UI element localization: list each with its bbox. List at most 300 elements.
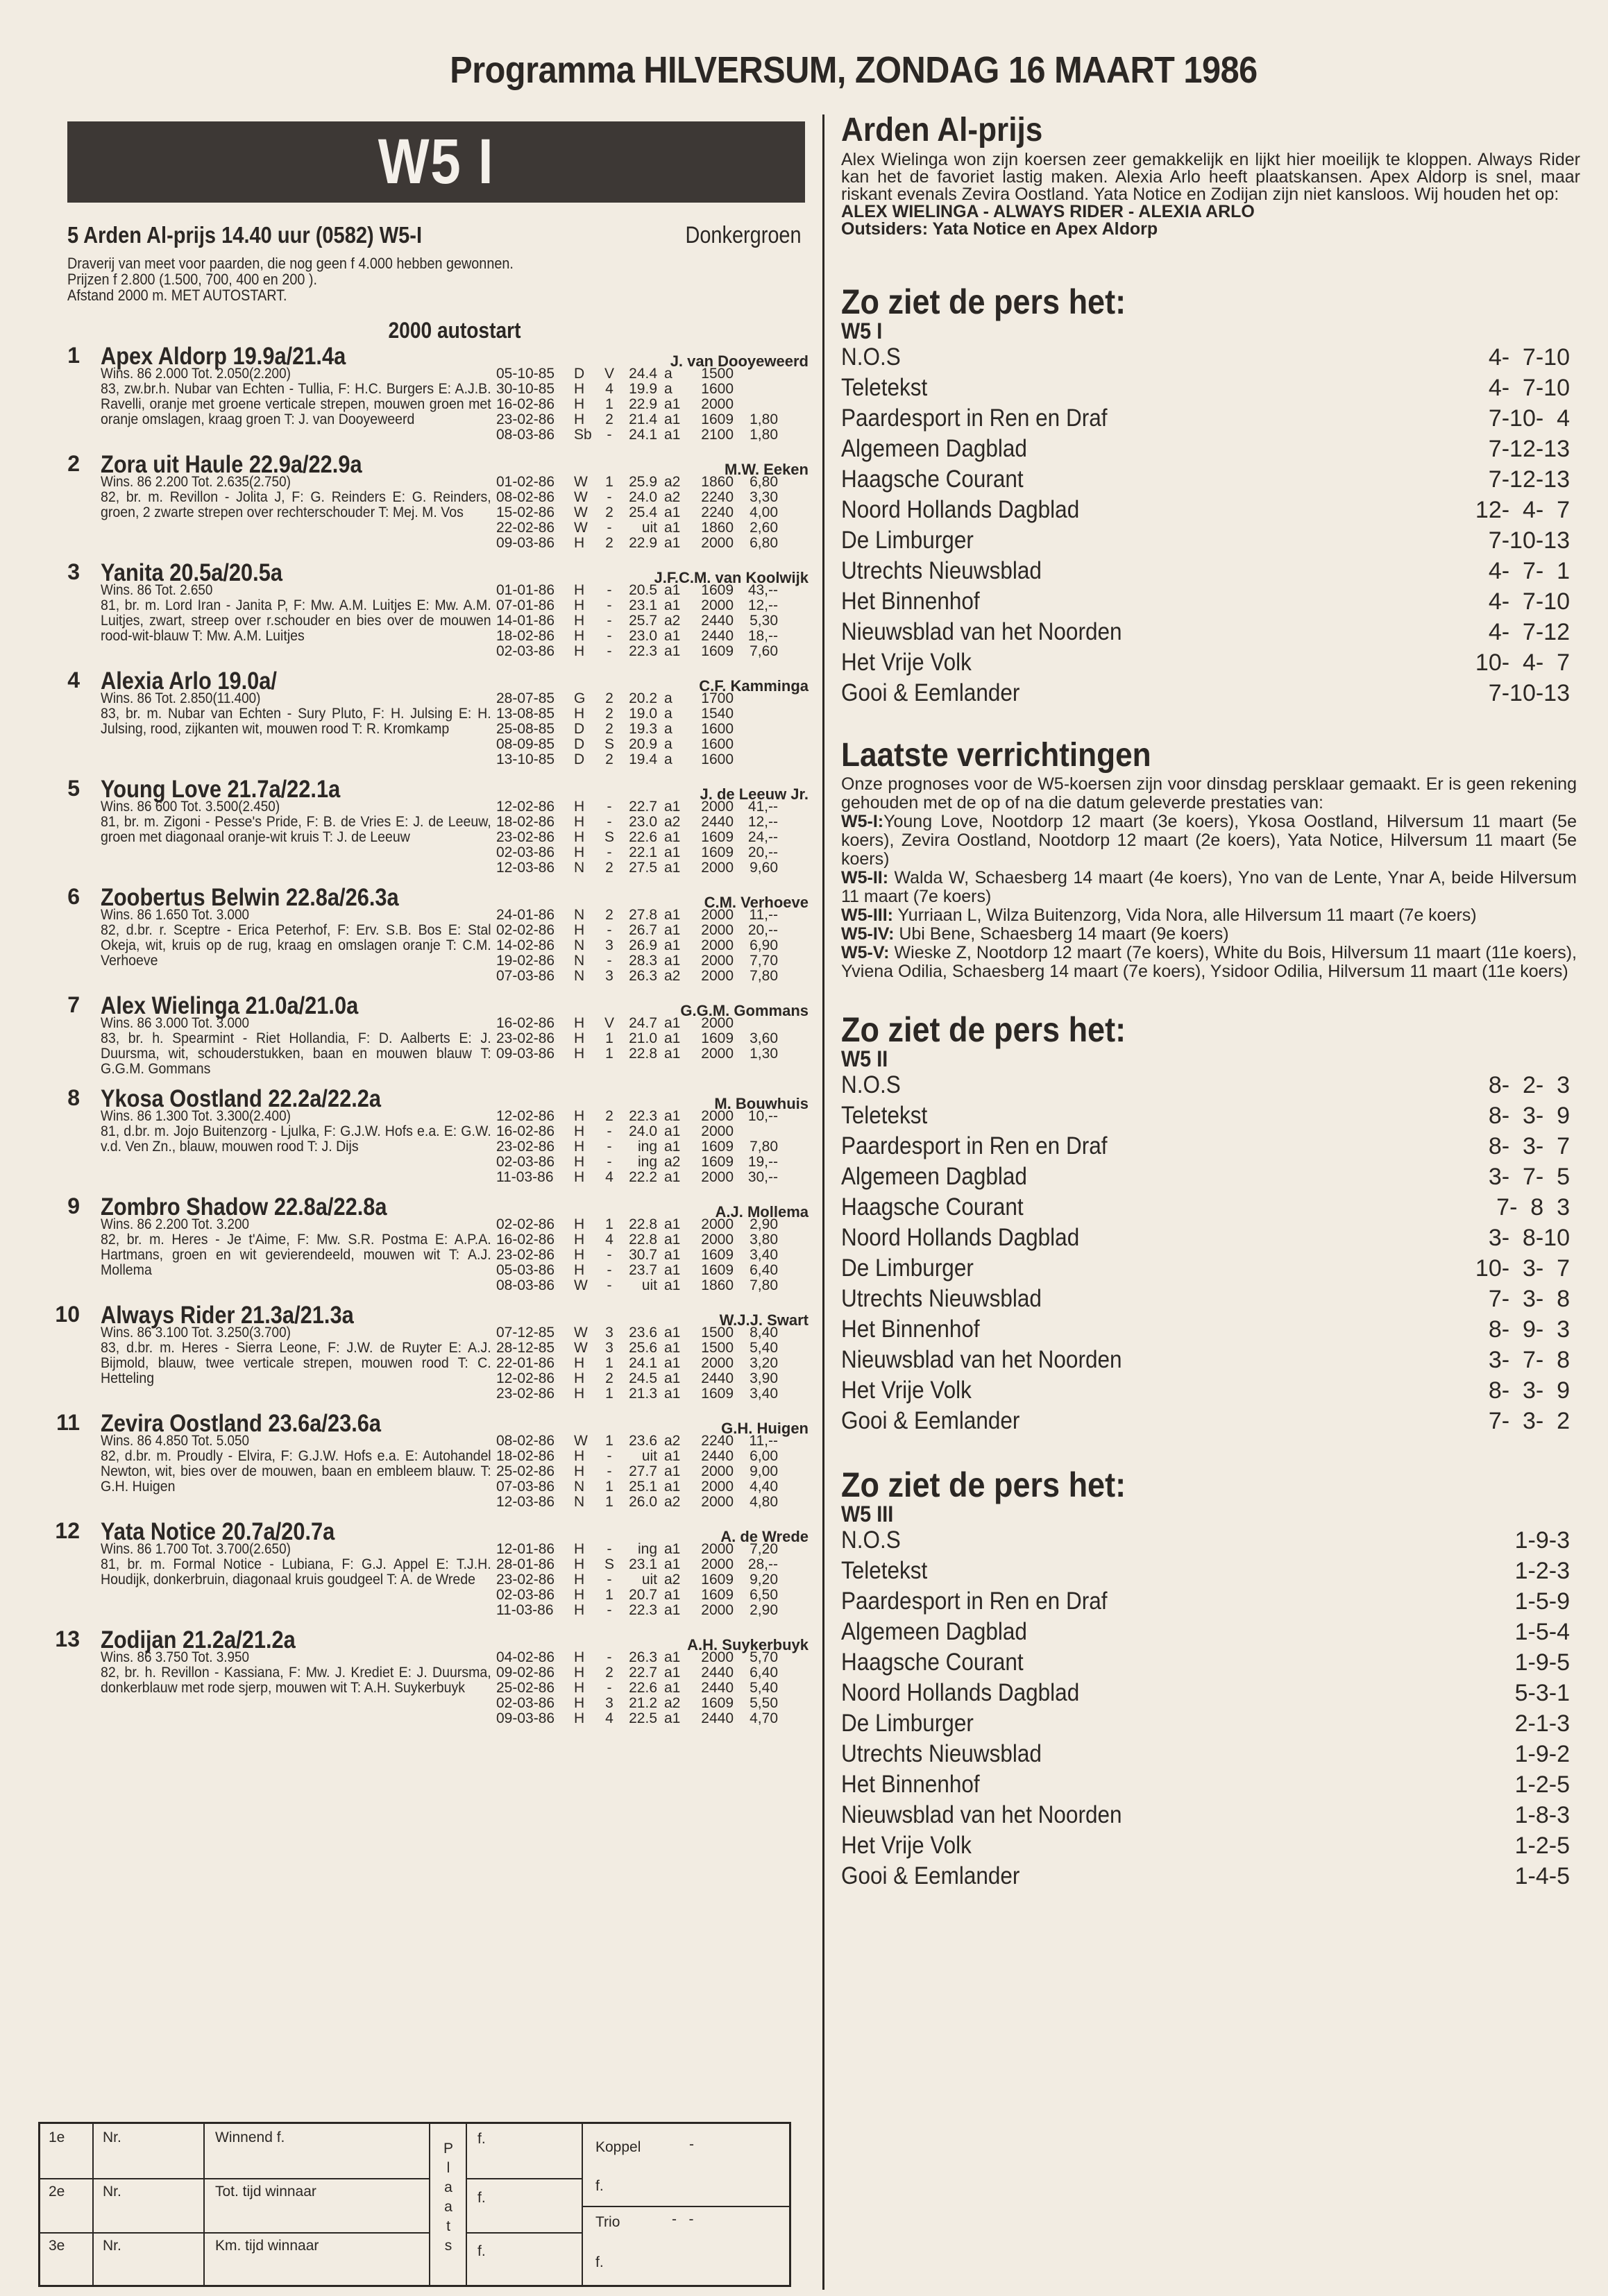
press-row (841, 464, 1570, 495)
start-label: 2000 autostart (388, 318, 521, 343)
perf-start: a1 (664, 1665, 681, 1681)
perf-date: 22-02-86 (496, 520, 555, 536)
perf-odds: 4,80 (750, 1494, 778, 1510)
perf-odds (734, 752, 778, 767)
perf-track: N (574, 1479, 585, 1495)
horse-header (42, 667, 812, 695)
perf-start: a1 (664, 1463, 681, 1479)
perf-place: S (604, 829, 614, 845)
performance-table (496, 1325, 778, 1402)
perf-odds: 5,70 (750, 1649, 778, 1665)
perf-track: H (574, 396, 585, 412)
perf-track: W (574, 474, 588, 490)
horse-info (101, 1434, 496, 1510)
perf-start: a1 (664, 1030, 681, 1046)
perf-track: H (574, 1587, 585, 1603)
banner-label: W5 I (378, 126, 495, 197)
perf-odds (734, 382, 778, 397)
koppel-label: Koppel (595, 2139, 641, 2155)
press-row (841, 1192, 1570, 1223)
perf-place: - (607, 1123, 612, 1139)
perf-time: 24.4 (629, 366, 657, 382)
horse-description: 81, d.br. m. Jojo Buitenzorg - Ljulka, F: G.J.W. Hofs e.a. E: G.W. v.d. Ven Zn., blauw, mouwen rood T: J. Dijs (101, 1123, 491, 1155)
perf-time: 23.1 (629, 1556, 657, 1572)
newspaper-pick: 7-10- 4 (1488, 405, 1570, 432)
performance-table (496, 691, 778, 767)
perf-date: 09-03-86 (496, 535, 555, 551)
performance-row (496, 1603, 778, 1618)
perf-start: a1 (664, 411, 681, 427)
perf-distance: 2000 (701, 1046, 734, 1062)
horse-wins: Wins. 86 Tot. 2.650 (101, 582, 213, 598)
perf-time: 19.3 (629, 721, 657, 737)
newspaper-name: Teletekst (841, 1102, 928, 1129)
newspaper-pick: 4- 7- 1 (1488, 558, 1570, 584)
perf-time: uit (641, 520, 657, 536)
perf-time: 26.3 (629, 968, 657, 984)
perf-distance: 2440 (701, 613, 734, 629)
race-banner (67, 121, 805, 203)
perf-odds (734, 1124, 778, 1139)
perf-place: - (607, 520, 612, 536)
press-row (841, 1647, 1570, 1678)
press-row (841, 434, 1570, 464)
horse-driver: G.H. Huigen (721, 1420, 809, 1437)
horse-number: 3 (67, 559, 80, 584)
perf-start: a1 (664, 907, 681, 923)
perf-odds: 11,-- (749, 1433, 778, 1449)
horse-entry (42, 1626, 812, 1726)
latest-item-label: W5-III: (841, 905, 893, 925)
horse-entry (42, 667, 812, 767)
newspaper-pick: 8- 9- 3 (1488, 1316, 1570, 1343)
perf-start: a1 (664, 1046, 681, 1062)
horse-wins: Wins. 86 3.000 Tot. 3.000 (101, 1015, 250, 1031)
press-row (841, 403, 1570, 434)
place-3-nr[interactable]: Nr. (103, 2238, 121, 2254)
horse-driver: A. de Wrede (720, 1528, 809, 1545)
perf-track: N (574, 937, 585, 953)
latest-body (841, 775, 1577, 981)
newspaper-pick: 7-10-13 (1488, 527, 1570, 554)
horse-info (101, 691, 496, 767)
horse-entry (42, 1410, 812, 1510)
perf-time: 25.6 (629, 1340, 657, 1356)
press-title: Zo ziet de pers het: (841, 282, 1126, 321)
perf-place: S (604, 736, 614, 752)
newspaper-name: De Limburger (841, 527, 974, 554)
perf-date: 23-02-86 (496, 829, 555, 845)
performance-row (496, 382, 778, 397)
newspaper-name: Algemeen Dagblad (841, 435, 1027, 462)
perf-time: 22.7 (629, 1665, 657, 1681)
horse-wins: Wins. 86 600 Tot. 3.500(2.450) (101, 799, 280, 815)
press-section-w5-1 (841, 284, 1591, 708)
perf-distance: 2440 (701, 814, 734, 830)
horse-number: 11 (56, 1410, 80, 1435)
perf-track: H (574, 1386, 585, 1402)
plaats-2-value[interactable]: f. (477, 2190, 486, 2206)
perf-track: N (574, 953, 585, 969)
horse-driver: J. van Dooyeweerd (670, 352, 809, 370)
newspaper-pick: 8- 3- 9 (1488, 1103, 1570, 1129)
perf-odds (734, 706, 778, 722)
perf-date: 25-02-86 (496, 1680, 555, 1696)
perf-start: a2 (664, 1695, 681, 1711)
perf-place: - (607, 582, 612, 598)
koppel-value[interactable]: f. (595, 2178, 604, 2194)
perf-start: a2 (664, 613, 681, 629)
perf-start: a2 (664, 1572, 681, 1588)
perf-date: 23-02-86 (496, 1030, 555, 1046)
horse-header (42, 1518, 812, 1545)
perf-track: H (574, 1602, 585, 1618)
horse-header (42, 451, 812, 478)
tot-tijd-field[interactable]: Tot. tijd winnaar (215, 2184, 316, 2200)
perf-date: 13-08-85 (496, 706, 555, 722)
perf-place: 3 (605, 1695, 613, 1711)
press-row (841, 1223, 1570, 1253)
performance-row (496, 1263, 778, 1278)
perf-date: 04-02-86 (496, 1649, 555, 1665)
perf-place: - (607, 489, 612, 505)
horse-number: 5 (67, 776, 80, 801)
perf-time: uit (641, 1572, 657, 1588)
perf-date: 02-03-86 (496, 844, 555, 860)
analysis-pick: ALEX WIELINGA - ALWAYS RIDER - ALEXIA ARLO (841, 202, 1255, 221)
performance-table (496, 1016, 778, 1077)
newspaper-name: N.O.S (841, 1527, 901, 1554)
latest-item (841, 906, 1577, 925)
perf-place: - (607, 799, 612, 815)
perf-distance: 1860 (701, 520, 734, 536)
perf-track: H (574, 1463, 585, 1479)
performance-row (496, 1386, 778, 1402)
perf-odds: 9,20 (750, 1572, 778, 1588)
newspaper-name: Het Vrije Volk (841, 1377, 972, 1404)
press-row (841, 1525, 1570, 1556)
newspaper-name: Paardesport in Ren en Draf (841, 1132, 1108, 1159)
horse-info (101, 1217, 496, 1293)
perf-time: 22.7 (629, 799, 657, 815)
horse-header (42, 559, 812, 586)
perf-odds: 5,40 (750, 1680, 778, 1696)
perf-track: H (574, 1665, 585, 1681)
perf-distance: 2000 (701, 968, 734, 984)
perf-track: H (574, 1695, 585, 1711)
perf-track: H (574, 922, 585, 938)
perf-distance: 1609 (701, 1262, 734, 1278)
newspaper-name: Het Binnenhof (841, 1771, 980, 1798)
perf-track: W (574, 489, 588, 505)
performance-row (496, 1031, 778, 1046)
horse-header (42, 1410, 812, 1437)
press-section-w5-2 (841, 1012, 1591, 1436)
perf-time: 20.5 (629, 582, 657, 598)
perf-track: H (574, 1123, 585, 1139)
perf-distance: 1609 (701, 1139, 734, 1155)
perf-start: a (664, 366, 672, 382)
perf-odds: 6,40 (750, 1665, 778, 1681)
newspaper-name: Het Binnenhof (841, 1316, 980, 1343)
newspaper-pick: 12- 4- 7 (1475, 497, 1570, 523)
performance-row (496, 845, 778, 860)
newspaper-name: Nieuwsblad van het Noorden (841, 1346, 1122, 1373)
perf-distance: 2000 (701, 1169, 734, 1185)
newspaper-pick: 7- 8 3 (1496, 1194, 1570, 1221)
performance-table (496, 366, 778, 443)
horse-name: Always Rider 21.3a/21.3a (101, 1302, 354, 1329)
km-tijd-field[interactable]: Km. tijd winnaar (215, 2238, 319, 2254)
perf-distance: 2000 (701, 1216, 734, 1232)
perf-odds: 2,90 (750, 1216, 778, 1232)
perf-distance: 1609 (701, 1695, 734, 1711)
newspaper-pick: 3- 8-10 (1488, 1225, 1570, 1251)
horse-header (42, 1193, 812, 1221)
perf-date: 25-08-85 (496, 721, 555, 737)
newspaper-pick: 7- 3- 8 (1488, 1286, 1570, 1312)
perf-time: 25.4 (629, 504, 657, 520)
press-row (841, 1830, 1570, 1861)
performance-row (496, 722, 778, 737)
press-row (841, 1375, 1570, 1406)
perf-distance: 2000 (701, 1355, 734, 1371)
performance-row (496, 1341, 778, 1356)
horse-header (42, 884, 812, 911)
perf-place: - (607, 1541, 612, 1557)
perf-start: a1 (664, 1108, 681, 1124)
horse-header (42, 1626, 812, 1653)
perf-odds: 18,-- (747, 628, 778, 644)
perf-time: 22.1 (629, 844, 657, 860)
press-row (841, 1253, 1570, 1284)
newspaper-name: Haagsche Courant (841, 1193, 1024, 1221)
perf-place: - (607, 1247, 612, 1263)
horse-header (42, 343, 812, 370)
perf-date: 08-09-85 (496, 736, 555, 752)
perf-place: 4 (605, 381, 613, 397)
plaats-1-value[interactable]: f. (477, 2131, 486, 2147)
perf-odds: 4,70 (750, 1710, 778, 1726)
perf-distance: 2000 (701, 1108, 734, 1124)
perf-distance: 1609 (701, 1247, 734, 1263)
perf-place: - (607, 1649, 612, 1665)
perf-track: W (574, 1277, 588, 1293)
perf-place: 1 (605, 1355, 613, 1371)
perf-start: a1 (664, 1448, 681, 1464)
perf-distance: 1609 (701, 643, 734, 659)
performance-row (496, 1139, 778, 1155)
perf-start: a1 (664, 1386, 681, 1402)
perf-track: H (574, 597, 585, 613)
perf-date: 18-02-86 (496, 814, 555, 830)
performance-row (496, 923, 778, 938)
latest-title: Laatste verrichtingen (841, 737, 1151, 774)
horse-driver: M.W. Eeken (724, 461, 809, 478)
winnend-field[interactable]: Winnend f. (215, 2129, 285, 2145)
newspaper-pick: 4- 7-10 (1488, 588, 1570, 615)
performance-row (496, 1572, 778, 1588)
perf-track: W (574, 1340, 588, 1356)
perf-distance: 2000 (701, 860, 734, 876)
analysis-body: Alex Wielinga won zijn koersen zeer gemakkelijk en lijkt hier moeilijk te kloppen. Always Rider kan het de favoriet lastig maken. Alexia Arlo heeft plaatskansen. Apex Aldorp is snel, maar riskant evenals Zevira Oostland. Yata Notice en Zodijan zijn niet kansloos. Wij houden het op: (841, 150, 1580, 204)
newspaper-name: Utrechts Nieuwsblad (841, 1740, 1042, 1767)
performance-table (496, 908, 778, 984)
newspaper-pick: 8- 3- 7 (1488, 1133, 1570, 1159)
perf-place: - (607, 1277, 612, 1293)
perf-time: 23.0 (629, 814, 657, 830)
performance-row (496, 505, 778, 520)
press-row (841, 1708, 1570, 1739)
perf-start: a1 (664, 1325, 681, 1341)
perf-time: 22.3 (629, 1602, 657, 1618)
place-2-nr[interactable]: Nr. (103, 2184, 121, 2200)
perf-time: 26.7 (629, 922, 657, 938)
perf-distance: 1600 (701, 381, 734, 397)
performance-row (496, 1278, 778, 1293)
perf-time: 20.2 (629, 690, 657, 706)
perf-start: a1 (664, 504, 681, 520)
perf-start: a1 (664, 1015, 681, 1031)
perf-track: N (574, 1494, 585, 1510)
perf-date: 01-02-86 (496, 474, 555, 490)
performance-row (496, 427, 778, 443)
perf-track: H (574, 799, 585, 815)
horse-name: Ykosa Oostland 22.2a/22.2a (101, 1085, 382, 1112)
perf-place: 2 (605, 1370, 613, 1386)
perf-start: a1 (664, 1602, 681, 1618)
newspaper-name: Utrechts Nieuwsblad (841, 1285, 1042, 1312)
newspaper-pick: 2-1-3 (1514, 1710, 1570, 1737)
newspaper-name: De Limburger (841, 1255, 974, 1282)
press-race: W5 II (841, 1046, 888, 1071)
perf-track: H (574, 381, 585, 397)
newspaper-pick: 1-9-3 (1514, 1527, 1570, 1554)
perf-date: 22-01-86 (496, 1355, 555, 1371)
perf-date: 12-02-86 (496, 799, 555, 815)
perf-odds: 5,30 (750, 613, 778, 629)
press-row (841, 1100, 1570, 1131)
newspaper-name: Haagsche Courant (841, 1649, 1024, 1676)
perf-place: - (607, 814, 612, 830)
perf-date: 01-01-86 (496, 582, 555, 598)
perf-time: 25.1 (629, 1479, 657, 1495)
performance-table (496, 1434, 778, 1510)
horse-number: 9 (67, 1193, 80, 1218)
perf-time: 23.0 (629, 628, 657, 644)
performance-row (496, 706, 778, 722)
horse-info (101, 366, 496, 443)
perf-date: 12-02-86 (496, 1370, 555, 1386)
perf-time: 26.0 (629, 1494, 657, 1510)
perf-distance: 1500 (701, 366, 734, 382)
perf-start: a1 (664, 829, 681, 845)
trio-value[interactable]: f. (595, 2254, 604, 2270)
perf-time: 27.8 (629, 907, 657, 923)
place-1-label: 1e (49, 2129, 65, 2145)
perf-date: 12-03-86 (496, 860, 555, 876)
perf-place: 1 (605, 1046, 613, 1062)
perf-place: 3 (605, 1325, 613, 1341)
newspaper-name: Utrechts Nieuwsblad (841, 557, 1042, 584)
newspaper-name: N.O.S (841, 343, 901, 371)
perf-track: W (574, 520, 588, 536)
perf-track: H (574, 1448, 585, 1464)
horse-info (101, 1650, 496, 1726)
horse-driver: A.J. Mollema (715, 1203, 809, 1221)
perf-date: 07-01-86 (496, 597, 555, 613)
perf-date: 28-01-86 (496, 1556, 555, 1572)
perf-distance: 2000 (701, 1556, 734, 1572)
perf-start: a1 (664, 937, 681, 953)
perf-distance: 2000 (701, 1123, 734, 1139)
perf-track: W (574, 504, 588, 520)
perf-start: a1 (664, 582, 681, 598)
perf-time: ing (637, 1139, 657, 1155)
perf-time: 22.9 (629, 535, 657, 551)
horse-driver: M. Bouwhuis (714, 1095, 809, 1112)
perf-time: 22.8 (629, 1232, 657, 1248)
perf-place: 1 (605, 1587, 613, 1603)
perf-start: a2 (664, 489, 681, 505)
perf-distance: 2000 (701, 922, 734, 938)
perf-place: 3 (605, 1340, 613, 1356)
perf-odds: 7,20 (750, 1541, 778, 1557)
perf-odds: 6,90 (750, 937, 778, 953)
perf-date: 24-01-86 (496, 907, 555, 923)
perf-track: H (574, 1169, 585, 1185)
perf-track: H (574, 1556, 585, 1572)
perf-track: H (574, 706, 585, 722)
horse-description: 81, br. m. Zigoni - Pesse's Pride, F: B. de Vries E: J. de Leeuw, groen met diagonaal oranje-wit kruis T: J. de Leeuw (101, 814, 491, 845)
perf-distance: 2000 (701, 1649, 734, 1665)
race-distance: Afstand 2000 m. MET AUTOSTART. (67, 287, 287, 304)
perf-date: 14-02-86 (496, 937, 555, 953)
perf-odds: 3,40 (750, 1247, 778, 1263)
newspaper-pick: 4- 7-12 (1488, 619, 1570, 645)
perf-start: a (664, 721, 672, 737)
perf-distance: 2000 (701, 396, 734, 412)
perf-odds (734, 397, 778, 412)
plaats-3-value[interactable]: f. (477, 2243, 486, 2259)
horse-wins: Wins. 86 1.700 Tot. 3.700(2.650) (101, 1541, 291, 1557)
horse-entry (42, 992, 812, 1077)
press-row (841, 373, 1570, 403)
perf-place: 1 (605, 474, 613, 490)
perf-date: 11-03-86 (496, 1169, 554, 1185)
place-1-nr[interactable]: Nr. (103, 2129, 121, 2145)
horse-entry (42, 776, 812, 876)
horse-entry (42, 343, 812, 443)
horse-number: 10 (55, 1302, 80, 1327)
horse-entry (42, 1193, 812, 1293)
perf-distance: 1609 (701, 1154, 734, 1170)
performance-row (496, 536, 778, 551)
performance-table (496, 1650, 778, 1726)
press-row (841, 1556, 1570, 1586)
perf-time: uit (641, 1277, 657, 1293)
horse-description: 82, d.br. m. Proudly - Elvira, F: G.J.W. Hofs e.a. E: Autohandel Newton, wit, bies over de mouwen, baan en embleem blauw. T: G.H. Huigen (101, 1448, 491, 1495)
performance-row (496, 1495, 778, 1510)
perf-date: 02-03-86 (496, 1154, 555, 1170)
analysis-outsiders: Outsiders: Yata Notice en Apex Aldorp (841, 219, 1158, 239)
latest-item (841, 925, 1577, 944)
horse-name: Alex Wielinga 21.0a/21.0a (101, 992, 359, 1019)
horse-number: 2 (67, 451, 80, 476)
perf-odds: 4,40 (750, 1479, 778, 1495)
perf-track: H (574, 582, 585, 598)
performance-row (496, 969, 778, 984)
